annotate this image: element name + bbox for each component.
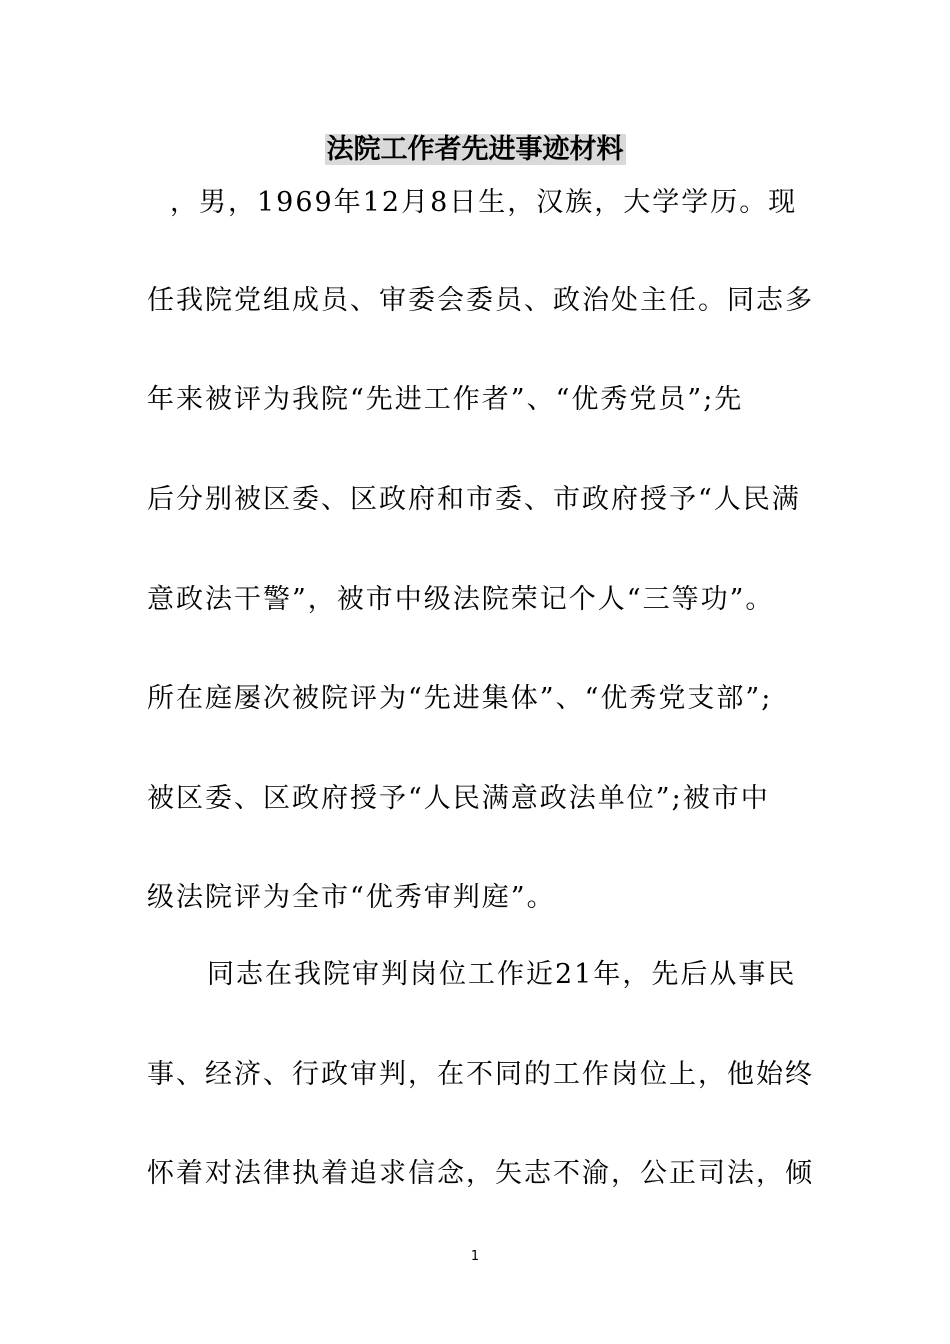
page-number: 1 [470, 1249, 480, 1264]
document-title-text: 法院工作者先进事迹材料 [326, 134, 624, 165]
text-line: 后分别被区委、区政府和市委、市政府授予“人民满 [147, 484, 801, 515]
text-line: 怀着对法律执着追求信念，矢志不渝，公正司法，倾 [147, 1158, 814, 1189]
text-line: 所在庭屡次被院评为“先进集体”、“优秀党支部”; [147, 683, 773, 714]
text-line: 任我院党组成员、审委会委员、政治处主任。同志多 [147, 285, 814, 316]
text-line: 年来被评为我院“先进工作者”、“优秀党员”;先 [147, 384, 744, 415]
text-line: 级法院评为全市“优秀审判庭”。 [147, 882, 556, 913]
text-line: 被区委、区政府授予“人民满意政法单位”;被市中 [147, 783, 770, 814]
text-line: 同志在我院审判岗位工作近21年，先后从事民 [207, 959, 797, 990]
text-line: ，男，1969年12月8日生，汉族，大学学历。现 [170, 187, 798, 218]
text-line: 意政法干警”，被市中级法院荣记个人“三等功”。 [147, 584, 775, 615]
text-line: 事、经济、行政审判，在不同的工作岗位上，他始终 [147, 1059, 814, 1090]
document-title [0, 132, 950, 168]
